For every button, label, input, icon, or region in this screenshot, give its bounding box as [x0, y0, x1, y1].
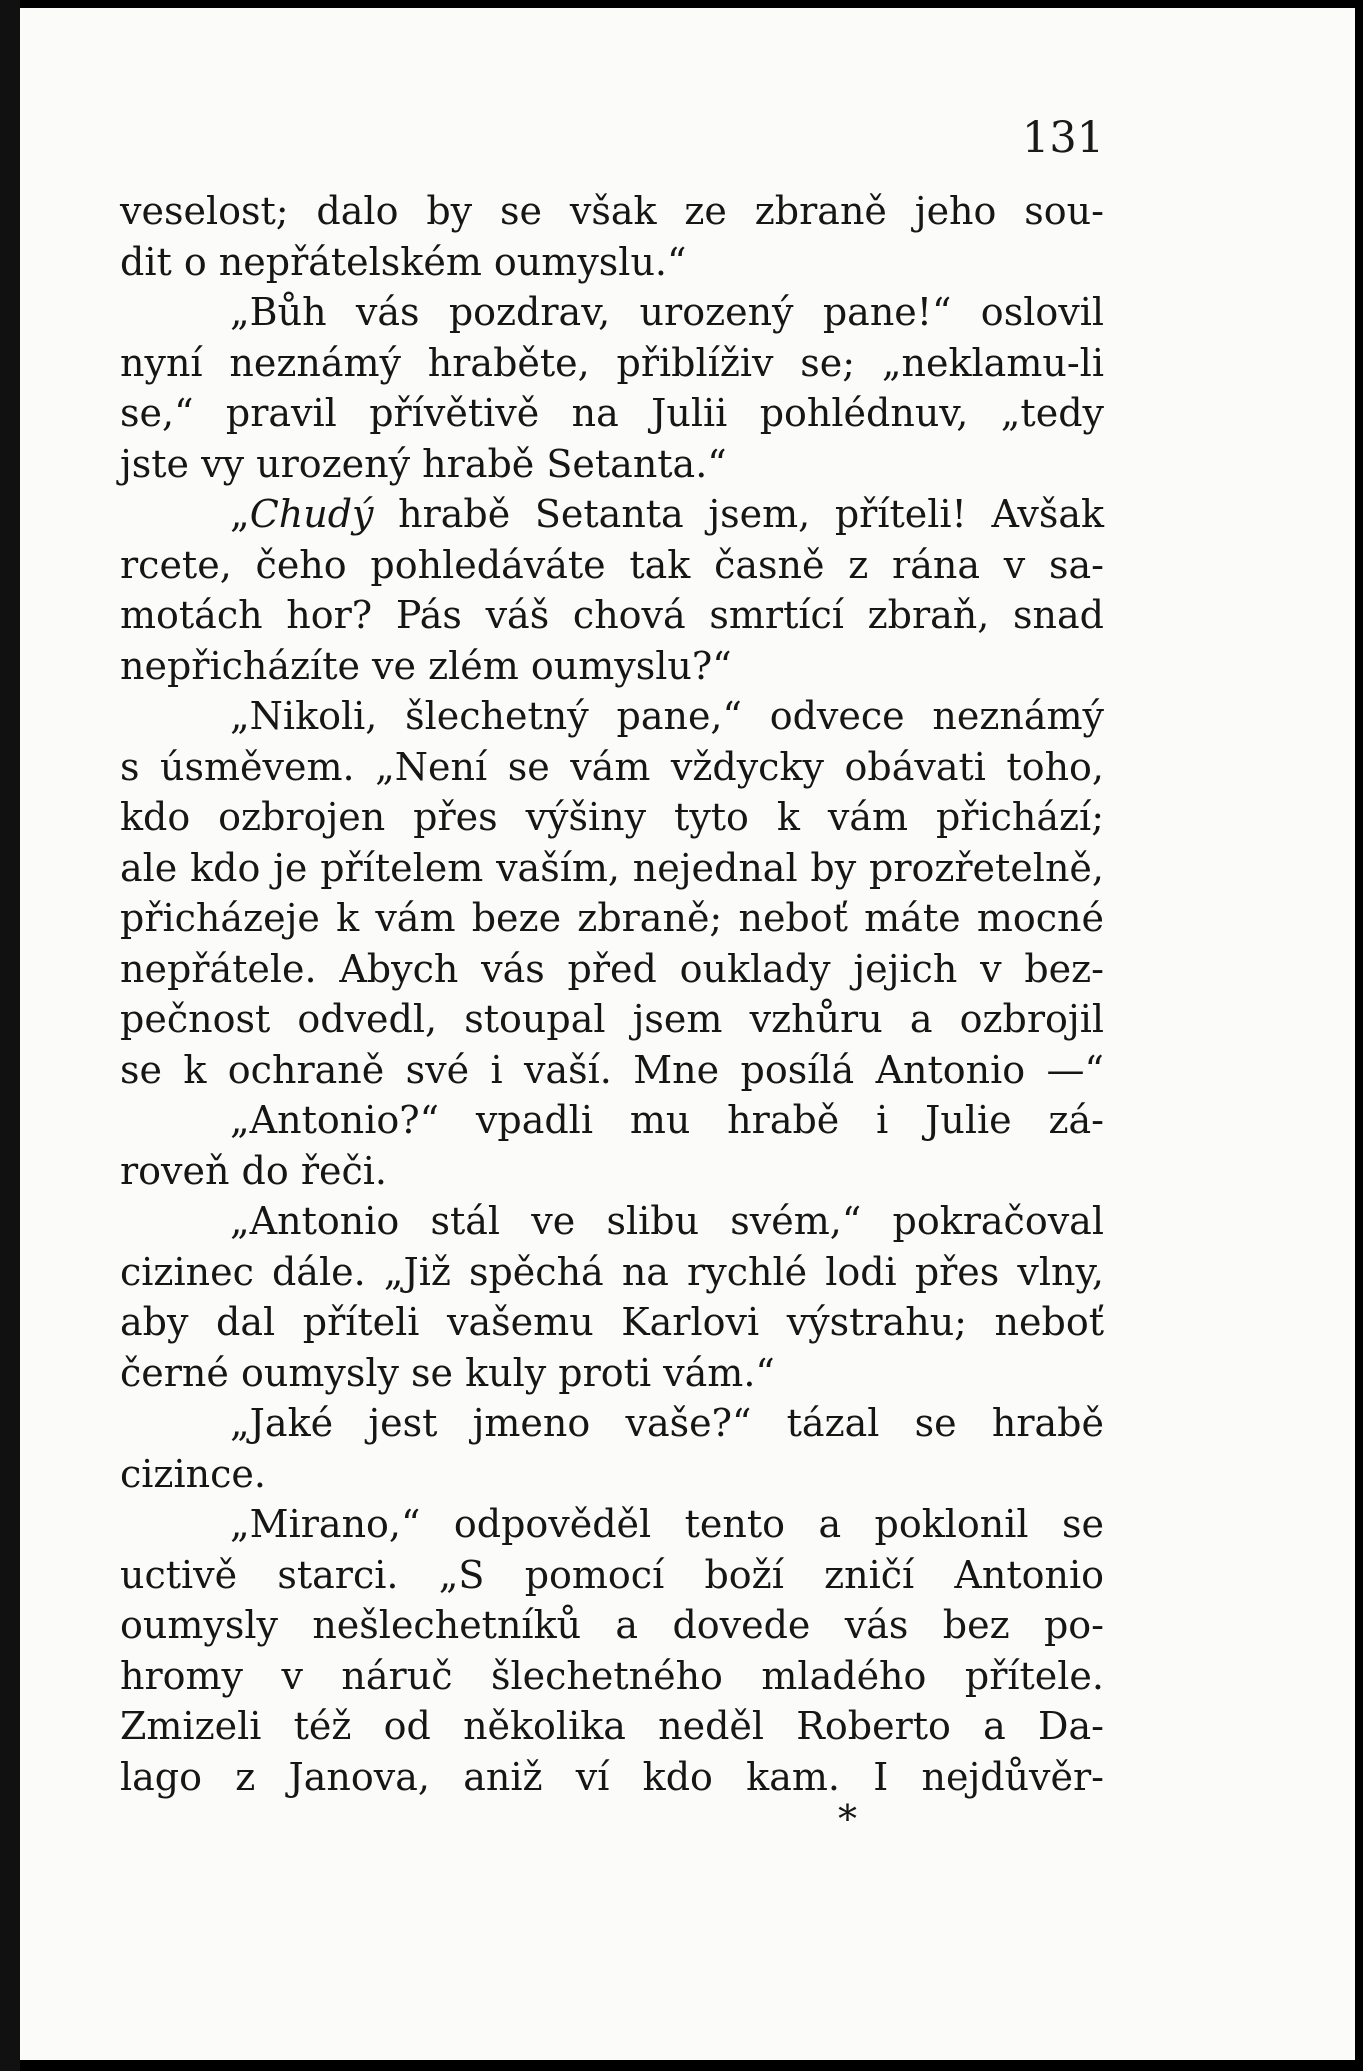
text-line: motách hor? Pás váš chová smrtící zbraň, snad: [120, 593, 1104, 637]
text-line: roveň do řeči.: [120, 1148, 388, 1193]
emphasis: Chudý: [249, 492, 374, 536]
text-line: „Antonio stál ve slibu svém,“ pokračoval: [230, 1199, 1104, 1243]
text-line: dit o nepřátelském oumyslu.“: [120, 239, 687, 284]
text-line: černé oumysly se kuly proti vám.“: [120, 1350, 775, 1395]
page-number: 131: [1022, 113, 1105, 163]
text-line: „Nikoli, šlechetný pane,“ odvece neznámý: [230, 694, 1104, 738]
text-line: cizince.: [120, 1451, 266, 1496]
text-line: s úsměvem. „Není se vám vždycky obávati toho,: [120, 744, 1104, 789]
text-line: „Mirano,“ odpověděl tento a poklonil se: [230, 1502, 1104, 1546]
text-line: jste vy urozený hrabě Setanta.“: [120, 441, 727, 486]
text-line: nepřicházíte ve zlém oumyslu?“: [120, 643, 732, 688]
text-line: lago z Janova, aniž ví kdo kam. I nejdůvěr-: [120, 1754, 1104, 1799]
text-line: „Chudý hrabě Setanta jsem, příteli! Avšak: [230, 492, 1104, 536]
text-line: se,“ pravil přívětivě na Julii pohlédnuv, „tedy: [120, 391, 1104, 435]
text-line: kdo ozbrojen přes výšiny tyto k vám přichází;: [120, 795, 1104, 839]
text-line: „Bůh vás pozdrav, urozený pane!“ oslovil: [230, 290, 1104, 334]
text-line: „Antonio?“ vpadli mu hrabě i Julie zá-: [230, 1098, 1104, 1142]
signature-mark: *: [838, 1797, 857, 1841]
text-line: nyní neznámý hraběte, přiblíživ se; „neklamu-li: [120, 340, 1104, 385]
text-line: aby dal příteli vašemu Karlovi výstrahu; neboť: [120, 1300, 1104, 1344]
text-line: hromy v náruč šlechetného mladého přítele.: [120, 1653, 1104, 1698]
text-line: „Jaké jest jmeno vaše?“ tázal se hrabě: [230, 1401, 1104, 1445]
page-left-edge: [0, 0, 20, 2071]
text-line: oumysly nešlechetníků a dovede vás bez po-: [120, 1603, 1104, 1647]
text-line: veselost; dalo by se však ze zbraně jeho sou-: [120, 189, 1104, 233]
text-line: rcete, čeho pohledáváte tak časně z rána v sa-: [120, 542, 1104, 587]
body-text: [120, 186, 1104, 1802]
text-line: nepřátele. Abych vás před ouklady jejich v bez-: [120, 946, 1104, 991]
text-line: uctivě starci. „S pomocí boží zničí Antonio: [120, 1552, 1104, 1597]
text-line: pečnost odvedl, stoupal jsem vzhůru a ozbrojil: [120, 997, 1104, 1041]
text-line: přicházeje k vám beze zbraně; neboť máte mocné: [120, 896, 1104, 940]
text-line: se k ochraně své i vaší. Mne posílá Antonio —“: [120, 1047, 1104, 1092]
text-line: ale kdo je přítelem vaším, nejednal by prozřetelně,: [120, 845, 1104, 890]
text-line: Zmizeli též od několika neděl Roberto a Da-: [120, 1704, 1104, 1748]
text-line: cizinec dále. „Již spěchá na rychlé lodi přes vlny,: [120, 1249, 1104, 1294]
